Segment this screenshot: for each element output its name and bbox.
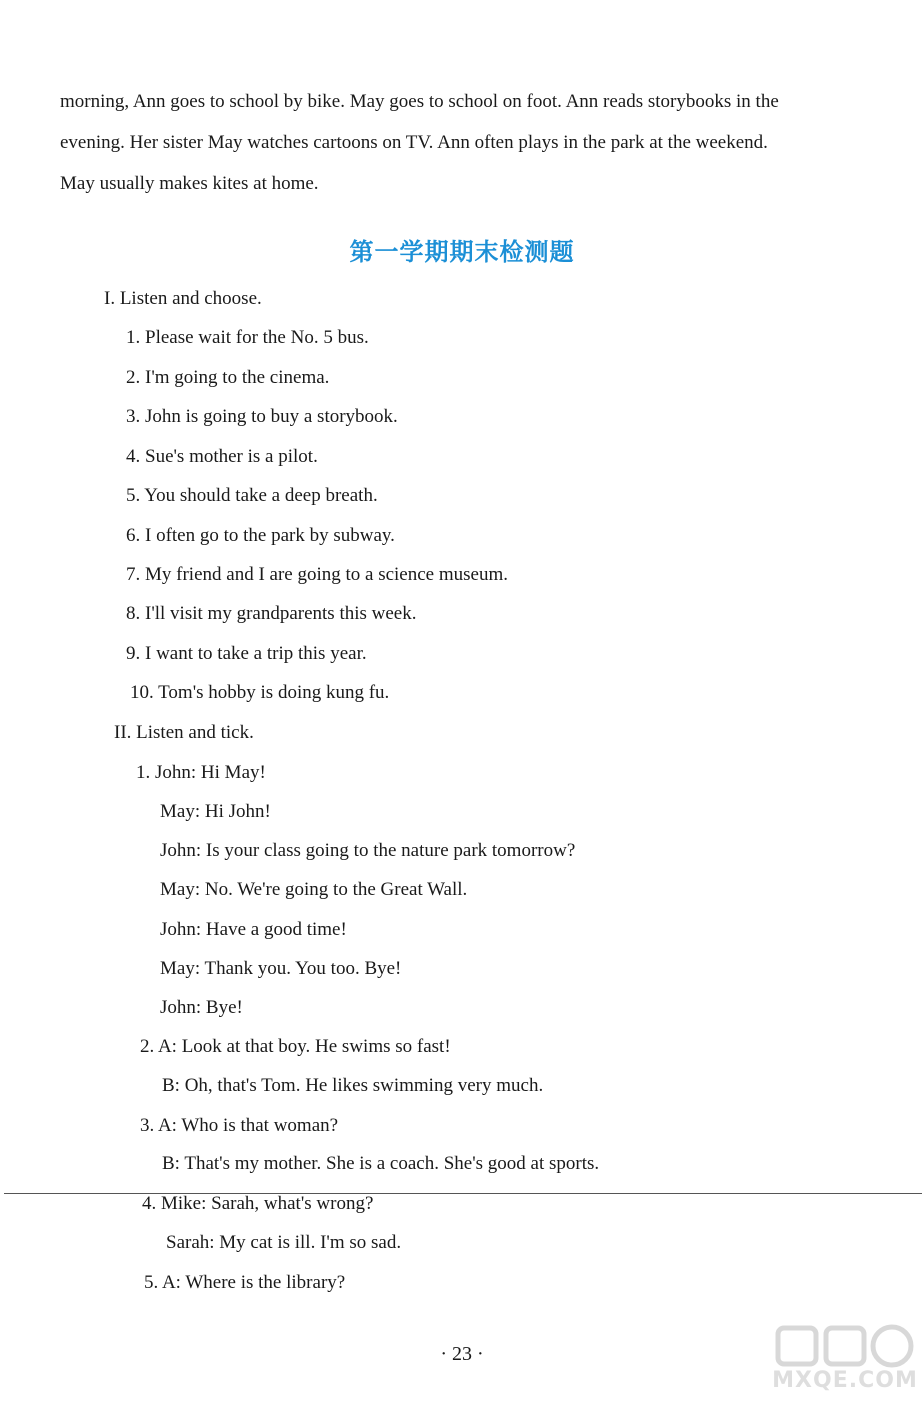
- dialogue-line: John: Bye!: [160, 997, 243, 1018]
- dialogue-line: 5. A: Where is the library?: [144, 1272, 346, 1293]
- part1-item: 4. Sue's mother is a pilot.: [126, 446, 318, 467]
- dialogue-line: 4. Mike: Sarah, what's wrong?: [142, 1193, 374, 1214]
- part1-item: 7. My friend and I are going to a science museum.: [126, 564, 508, 585]
- part1-item: 2. I'm going to the cinema.: [126, 367, 330, 388]
- page-number: · 23 ·: [440, 1343, 484, 1365]
- dialogue-line: B: That's my mother. She is a coach. She's good at sports.: [162, 1153, 600, 1174]
- part1-item: 5. You should take a deep breath.: [126, 485, 378, 506]
- dialogue-line: 2. A: Look at that boy. He swims so fast!: [140, 1036, 451, 1057]
- intro-line-3: May usually makes kites at home.: [60, 173, 319, 194]
- dialogue-line: John: Is your class going to the nature park tomorrow?: [160, 840, 576, 861]
- intro-line-1: morning, Ann goes to school by bike. May goes to school on foot. Ann reads storybooks in the: [60, 91, 779, 112]
- dialogue-line: John: Have a good time!: [160, 919, 347, 940]
- dialogue-line: Sarah: My cat is ill. I'm so sad.: [166, 1232, 402, 1253]
- part1-item: 8. I'll visit my grandparents this week.: [126, 603, 417, 624]
- part1-item: 9. I want to take a trip this year.: [126, 643, 367, 664]
- part1-item: 1. Please wait for the No. 5 bus.: [126, 327, 369, 348]
- part2-heading: II. Listen and tick.: [114, 722, 254, 743]
- intro-line-2: evening. Her sister May watches cartoons on TV. Ann often plays in the park at the weekend.: [60, 132, 768, 153]
- section-title: 第一学期期末检测题: [349, 238, 575, 266]
- dialogue-line: May: No. We're going to the Great Wall.: [160, 879, 468, 900]
- dialogue-line: May: Hi John!: [160, 801, 271, 822]
- watermark-text: MXQE.COM: [772, 1368, 918, 1393]
- part1-item: 6. I often go to the park by subway.: [126, 525, 395, 546]
- dialogue-line: May: Thank you. You too. Bye!: [160, 958, 402, 979]
- dialogue-line: 1. John: Hi May!: [136, 762, 266, 783]
- dialogue-line: B: Oh, that's Tom. He likes swimming very much.: [162, 1075, 544, 1096]
- part1-item: 3. John is going to buy a storybook.: [126, 406, 398, 427]
- dialogue-line: 3. A: Who is that woman?: [140, 1115, 339, 1136]
- part1-item: 10. Tom's hobby is doing kung fu.: [130, 682, 390, 703]
- part1-heading: I. Listen and choose.: [104, 288, 262, 309]
